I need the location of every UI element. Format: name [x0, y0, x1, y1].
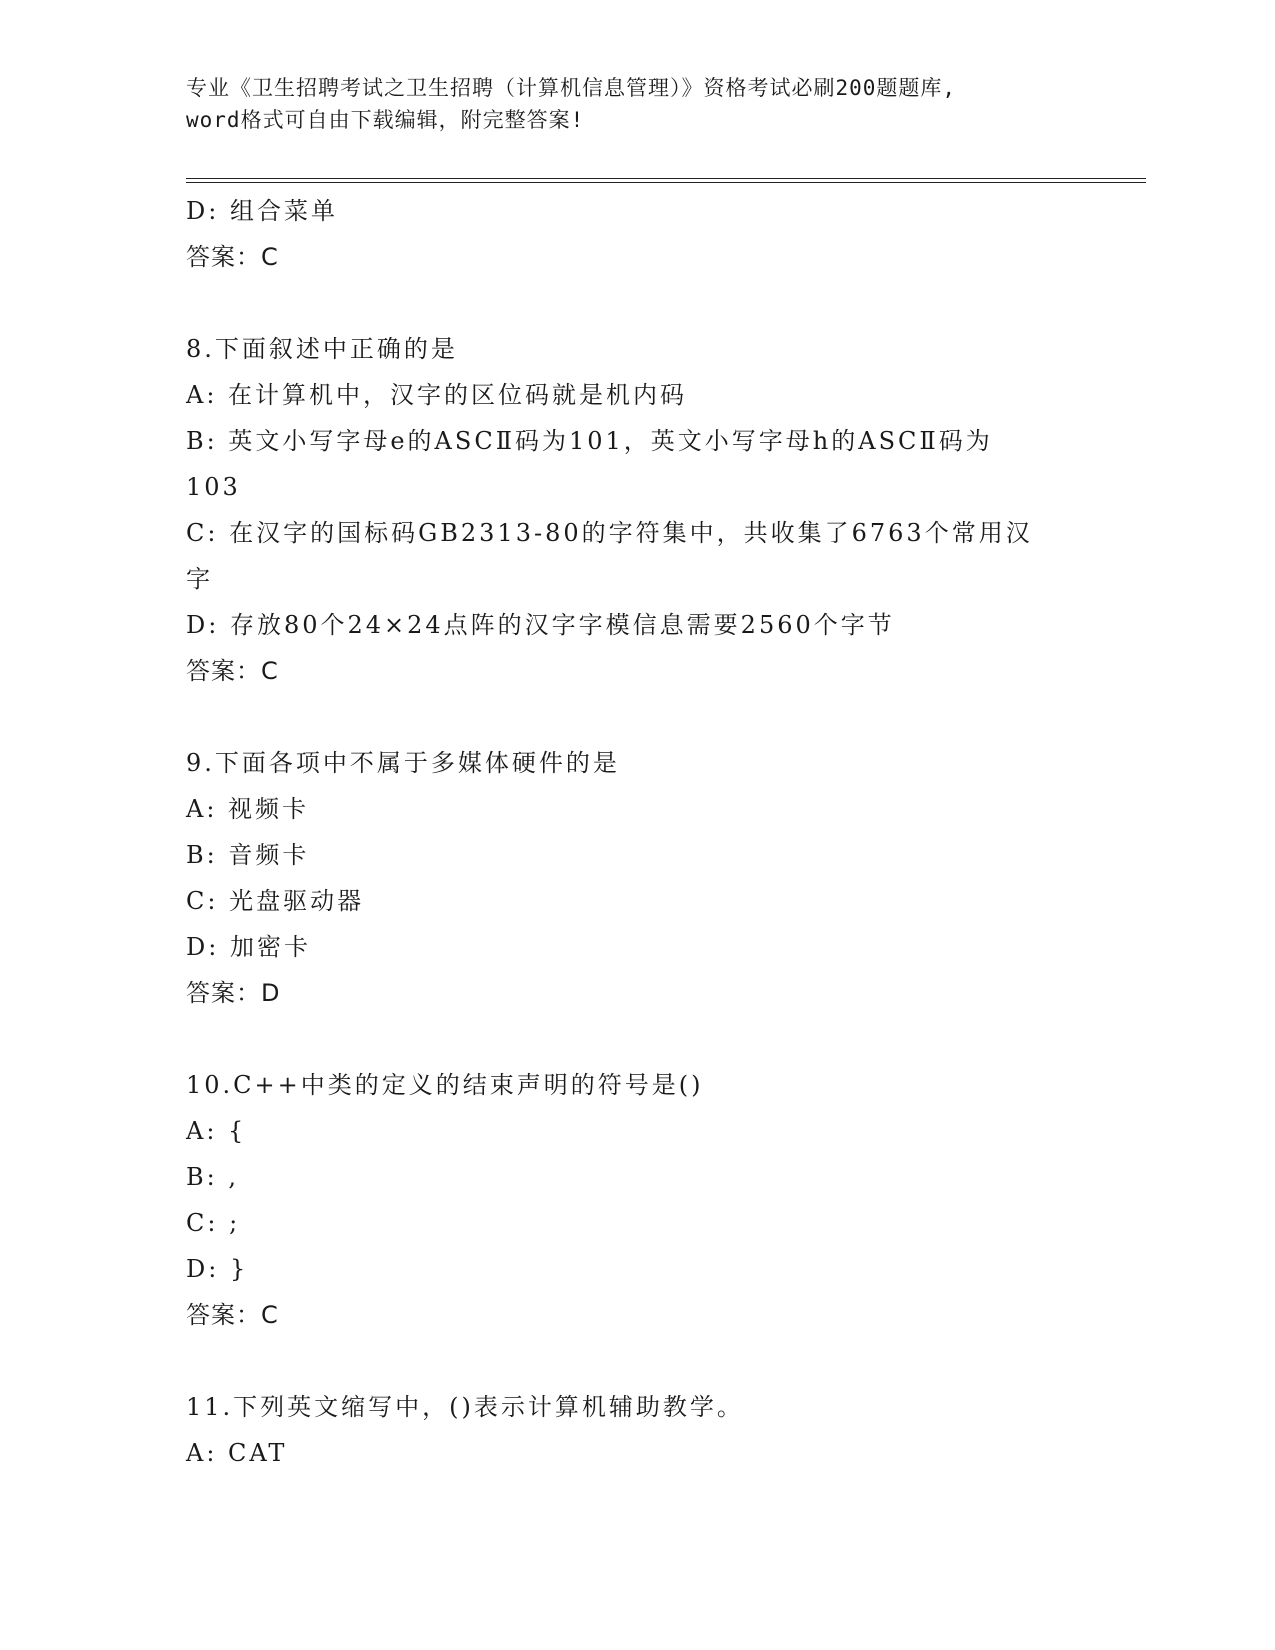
option-b: B: 音频卡 [186, 841, 310, 869]
option-d: D: 存放80个24×24点阵的汉字字模信息需要2560个字节 [186, 611, 895, 639]
question-stem: 8.下面叙述中正确的是 [186, 335, 458, 363]
option-d: D: 组合菜单 [186, 197, 338, 225]
question-block [186, 1384, 1066, 1476]
question-stem: 11.下列英文缩写中，()表示计算机辅助教学。 [186, 1393, 744, 1421]
spacer [186, 694, 1066, 740]
question-block [186, 1062, 1066, 1338]
header-line-2: word格式可自由下载编辑，附完整答案! [186, 108, 585, 132]
option-a: A: 在计算机中，汉字的区位码就是机内码 [186, 381, 688, 409]
spacer [186, 280, 1066, 326]
spacer [186, 1016, 1066, 1062]
option-d: D: } [186, 1255, 249, 1283]
question-stem: 9.下面各项中不属于多媒体硬件的是 [186, 749, 620, 777]
document-header [186, 72, 1086, 136]
question-list [186, 188, 1066, 1476]
option-a: A: { [186, 1117, 247, 1145]
question-block [186, 326, 1066, 694]
option-c: C: 光盘驱动器 [186, 887, 365, 915]
header-divider-bottom [186, 182, 1146, 183]
answer-line: 答案：C [186, 1301, 279, 1329]
answer-line: 答案：D [186, 979, 281, 1007]
answer-line: 答案：C [186, 243, 279, 271]
option-b-continued: 103 [186, 473, 241, 501]
option-b: B: , [186, 1163, 239, 1191]
option-c: C: 在汉字的国标码GB2313-80的字符集中，共收集了6763个常用汉 [186, 519, 1033, 547]
option-c: C: ; [186, 1209, 241, 1237]
option-a: A: CAT [186, 1439, 288, 1467]
question-stem: 10.C++中类的定义的结束声明的符号是() [186, 1071, 704, 1099]
question-block [186, 740, 1066, 1016]
header-divider-top [186, 178, 1146, 179]
answer-line: 答案：C [186, 657, 279, 685]
option-a: A: 视频卡 [186, 795, 310, 823]
header-line-1: 专业《卫生招聘考试之卫生招聘（计算机信息管理）》资格考试必刷200题题库, [186, 76, 957, 100]
option-d: D: 加密卡 [186, 933, 311, 961]
spacer [186, 1338, 1066, 1384]
question-block [186, 188, 1066, 280]
option-c-continued: 字 [186, 565, 213, 593]
option-b: B: 英文小写字母e的ASCⅡ码为101，英文小写字母h的ASCⅡ码为 [186, 427, 993, 455]
